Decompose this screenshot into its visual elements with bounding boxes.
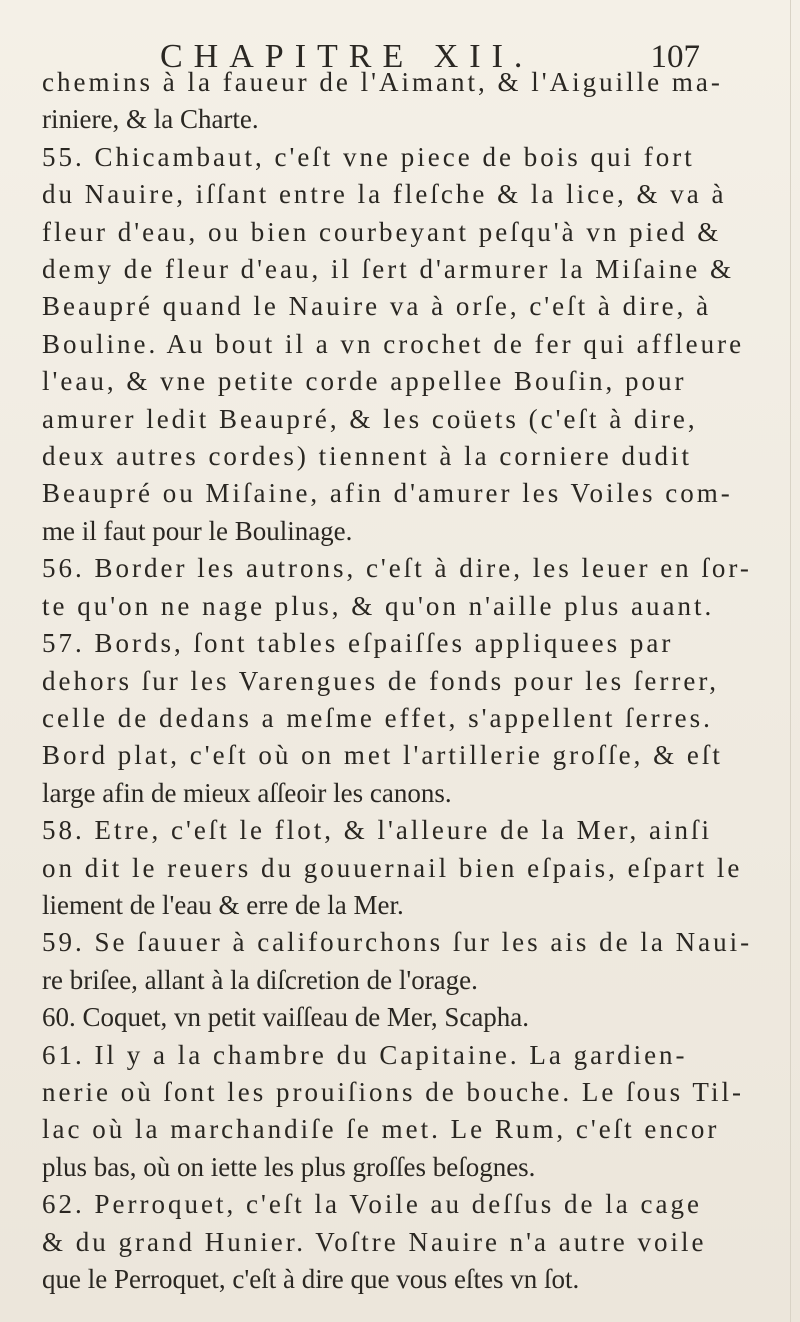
text-line: Beaupré quand le Nauire va à orſe, c'eſt à dire, à [42, 291, 712, 322]
text-line: plus bas, où on iette les plus groſſes beſognes. [42, 1151, 536, 1182]
text-line: 58. Etre, c'eſt le flot, & l'alleure de la Mer, ainſi [42, 815, 712, 846]
text-line: dehors ſur les Varengues de fonds pour les ſerrer, [42, 665, 720, 696]
text-line: amurer ledit Beaupré, & les coüets (c'eſt à dire, [42, 403, 698, 434]
text-line: me il faut pour le Boulinage. [42, 515, 353, 546]
text-line: large afin de mieux aſſeoir les canons. [42, 777, 452, 808]
text-line: & du grand Hunier. Voſtre Nauire n'a autre voile [42, 1226, 707, 1257]
text-line: Bord plat, c'eſt où on met l'artillerie groſſe, & eſt [42, 740, 723, 771]
text-line: 56. Border les autrons, c'eſt à dire, les leuer en ſor- [42, 553, 752, 584]
text-line: du Nauire, iſſant entre la fleſche & la lice, & va à [42, 179, 727, 210]
text-line: fleur d'eau, ou bien courbeyant peſqu'à vn pied & [42, 216, 722, 247]
text-line: 62. Perroquet, c'eſt la Voile au deſſus de la cage [42, 1189, 702, 1220]
text-line: nerie où ſont les prouiſions de bouche. Le ſous Til- [42, 1076, 744, 1107]
text-line: 60. Coquet, vn petit vaiſſeau de Mer, Scapha. [42, 1002, 530, 1033]
chapter-heading: CHAPITRE XII. [160, 38, 534, 75]
text-line: 61. Il y a la chambre du Capitaine. La gardien- [42, 1039, 688, 1070]
body-text [42, 64, 772, 1298]
text-line: chemins à la faueur de l'Aimant, & l'Aiguille ma- [42, 67, 723, 97]
text-line: demy de fleur d'eau, il ſert d'armurer la Miſaine & [42, 254, 735, 285]
fold-shadow [790, 0, 791, 1322]
text-line: riniere, & la Charte. [42, 104, 259, 135]
text-line: liement de l'eau & erre de la Mer. [42, 889, 404, 920]
text-line: celle de dedans a meſme effet, s'appellent ſerres. [42, 702, 713, 733]
page-number: 107 [650, 39, 700, 75]
text-line: deux autres cordes) tiennent à la corniere dudit [42, 441, 693, 472]
text-line: Bouline. Au bout il a vn crochet de fer qui affleure [42, 328, 745, 359]
text-line: l'eau, & vne petite corde appellee Bouſin, pour [42, 366, 687, 397]
text-line: Beaupré ou Miſaine, afin d'amurer les Voiles com- [42, 478, 733, 509]
text-line: re briſee, allant à la diſcretion de l'orage. [42, 964, 478, 995]
text-line: 57. Bords, ſont tables eſpaiſſes appliquees par [42, 628, 674, 659]
text-line: que le Perroquet, c'eſt à dire que vous eſtes vn ſot. [42, 1264, 580, 1294]
text-line: te qu'on ne nage plus, & qu'on n'aille plus auant. [42, 590, 715, 621]
text-line: 55. Chicambaut, c'eſt vne piece de bois qui fort [42, 141, 695, 172]
text-line: 59. Se ſauuer à califourchons ſur les ais de la Naui- [42, 927, 753, 958]
text-line: on dit le reuers du gouuernail bien eſpais, eſpart le [42, 852, 743, 883]
text-line: lac où la marchandiſe ſe met. Le Rum, c'eſt encor [42, 1114, 720, 1145]
